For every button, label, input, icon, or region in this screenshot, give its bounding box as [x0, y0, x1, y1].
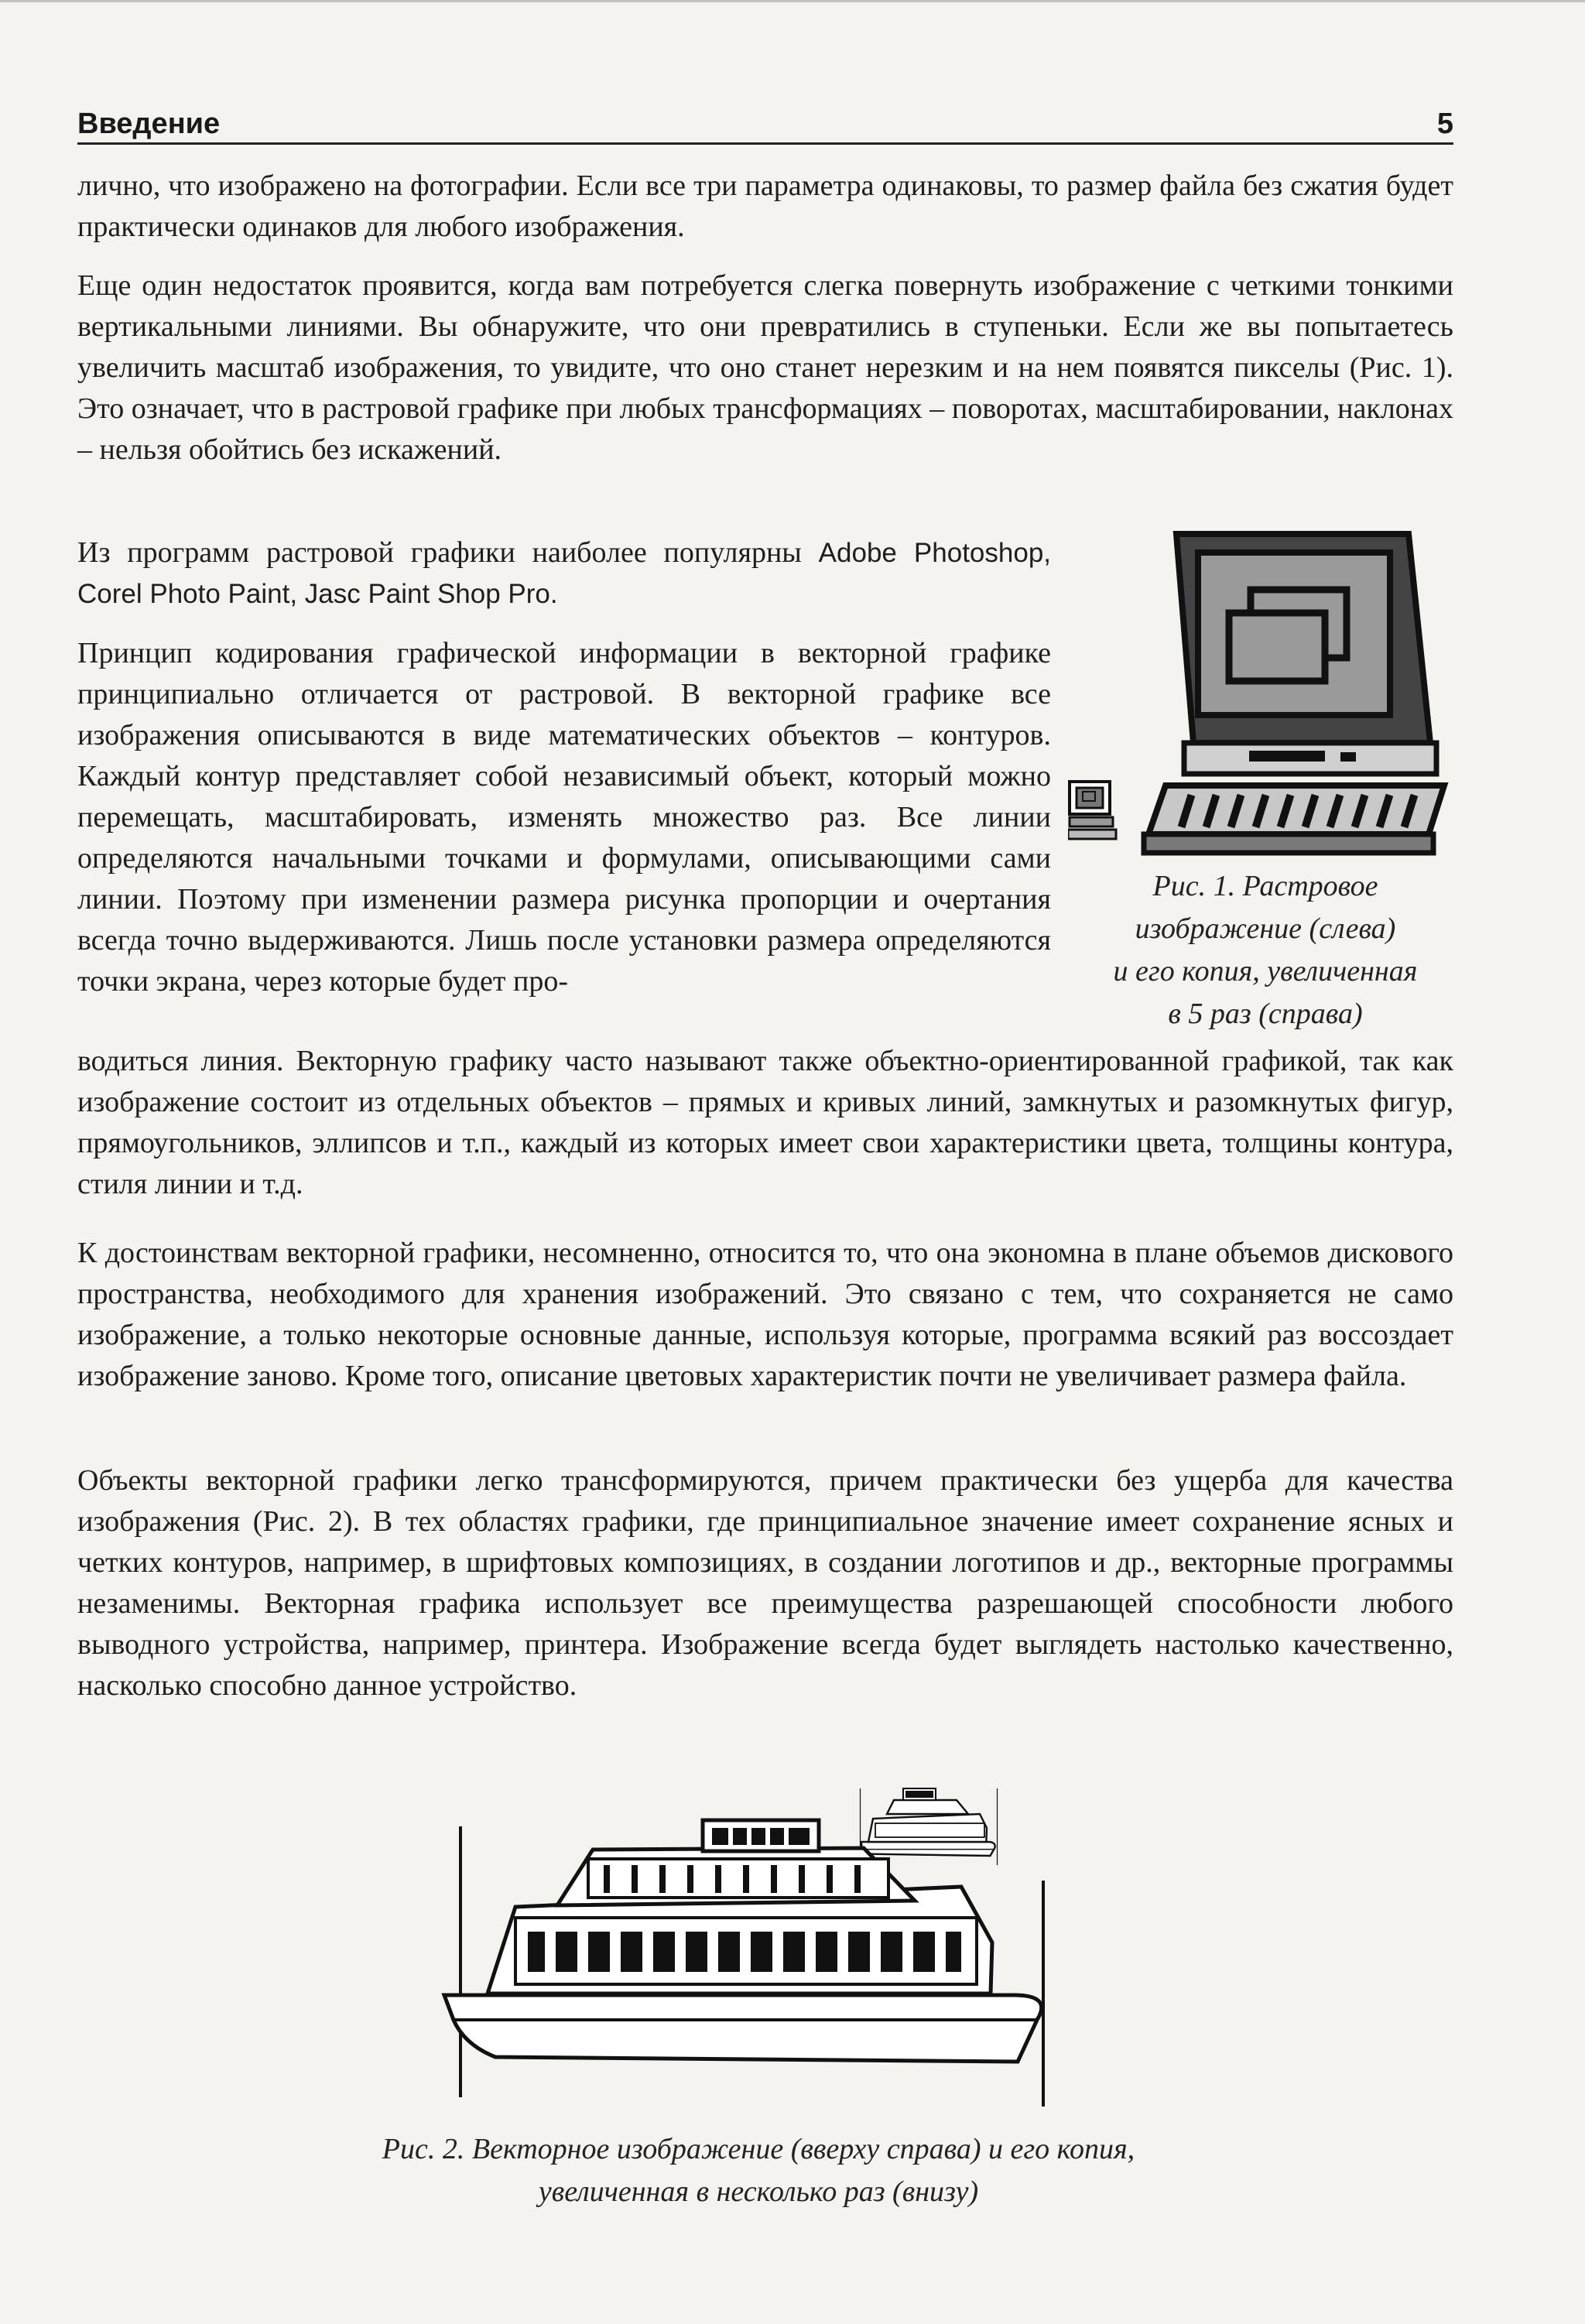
raster-programs-list: Adobe Photoshop, Corel Photo Paint, Jasc Paint Shop Pro.: [77, 538, 1052, 609]
small-computer-icon: [1068, 782, 1116, 839]
figure-1-caption-line: в 5 раз (справа): [1168, 998, 1363, 1030]
page-number: 5: [1436, 108, 1453, 140]
paragraph-4-continued: водиться линия. Векторную графику часто называют также объектно-ориентированной графикой, так как изображение состоит из отдельных объектов – прямых и кривых линий, замкнутых и разомкнутых фигур, прямоугольников, эллипсов и т.п., каждый из которых имеет свои характеристики цвета, толщины контура, стиля линии и т.д.: [77, 1045, 1453, 1200]
header-rule: [77, 142, 1453, 145]
paragraph-2: Еще один недостаток проявится, когда вам потребуется слегка повернуть изображение с четкими тонкими вертикальными линиями. Вы обнаружите, что они превратились в ступеньки. Если же вы попытаетесь увеличить масштаб изображения, то увидите, что оно станет нерезким и на нем появятся пикселы (Рис. 1). Это означает, что в растровой графике при любых трансформациях – поворотах, масштабировании, наклонах – нельзя обойтись без искажений.: [77, 269, 1453, 466]
figure-1-caption-line: Рис. 1. Растровое: [1152, 870, 1378, 902]
paragraph-1: лично, что изображено на фотографии. Если все три параметра одинаковы, то размер файла без сжатия будет практически одинаков для любого изображения.: [77, 169, 1453, 243]
figure-1-caption-line: и его копия, увеличенная: [1113, 955, 1418, 987]
paragraph-6: Объекты векторной графики легко трансформируются, причем практически без ущерба для качества изображения (Рис. 2). В тех областях графики, где принципиальное значение имеет сохранение ясных и четких контуров, например, в шрифтовых композициях, в создании логотипов и др., векторные программы незаменимы. Векторная графика использует все преимущества разрешающей способности любого выводного устройства, например, принтера. Изображение всегда будет выглядеть настолько качественно, насколько способно данное устройство.: [77, 1464, 1453, 1702]
paragraph-3: [77, 532, 1051, 614]
paragraph-5: К достоинствам векторной графики, несомненно, относится то, что она экономна в плане объемов дискового пространства, необходимого для хранения изображений. Это связано с тем, что сохраняется не само изображение, а только некоторые основные данные, используя которые, программа всякий раз воссоздает изображение заново. Кроме того, описание цветовых характеристик почти не увеличивает размера файла.: [77, 1237, 1453, 1392]
large-ship: [444, 1820, 1043, 2107]
figure-2-caption: [217, 2128, 1300, 2213]
figure-1-caption-line: изображение (слева): [1135, 912, 1396, 945]
figure-1-raster-computer: [1068, 519, 1463, 867]
section-title: Введение: [77, 108, 221, 140]
figure-1-caption: [1068, 865, 1463, 1035]
scan-edge: [0, 0, 1585, 2]
small-ship: [861, 1788, 998, 1865]
running-header: [77, 99, 1453, 142]
paragraph-4-left: Принцип кодирования графической информации в векторной графике принципиально отличается от растровой. В векторной графике все изображения описываются в виде математических объектов – контуров. Каждый контур представляет собой независимый объект, который можно перемещать, масштабировать, изменять множество раз. Все линии определяются начальными точками и формулами, описывающими сами линии. Поэтому при изменении размера рисунка пропорции и очертания всегда точно выдерживаются. Лишь после установки размера определяются точки экрана, через которые будет про-: [77, 637, 1051, 998]
paragraph-3-text: Из программ растровой графики наиболее популярны: [77, 536, 819, 569]
figure-2-caption-line: увеличенная в несколько раз (внизу): [538, 2175, 979, 2208]
large-computer-base: [1144, 743, 1444, 853]
figure-2-vector-ship: [441, 1757, 1076, 2113]
figure-2-caption-line: Рис. 2. Векторное изображение (вверху справа) и его копия,: [382, 2133, 1135, 2165]
large-computer-monitor: [1176, 534, 1430, 743]
